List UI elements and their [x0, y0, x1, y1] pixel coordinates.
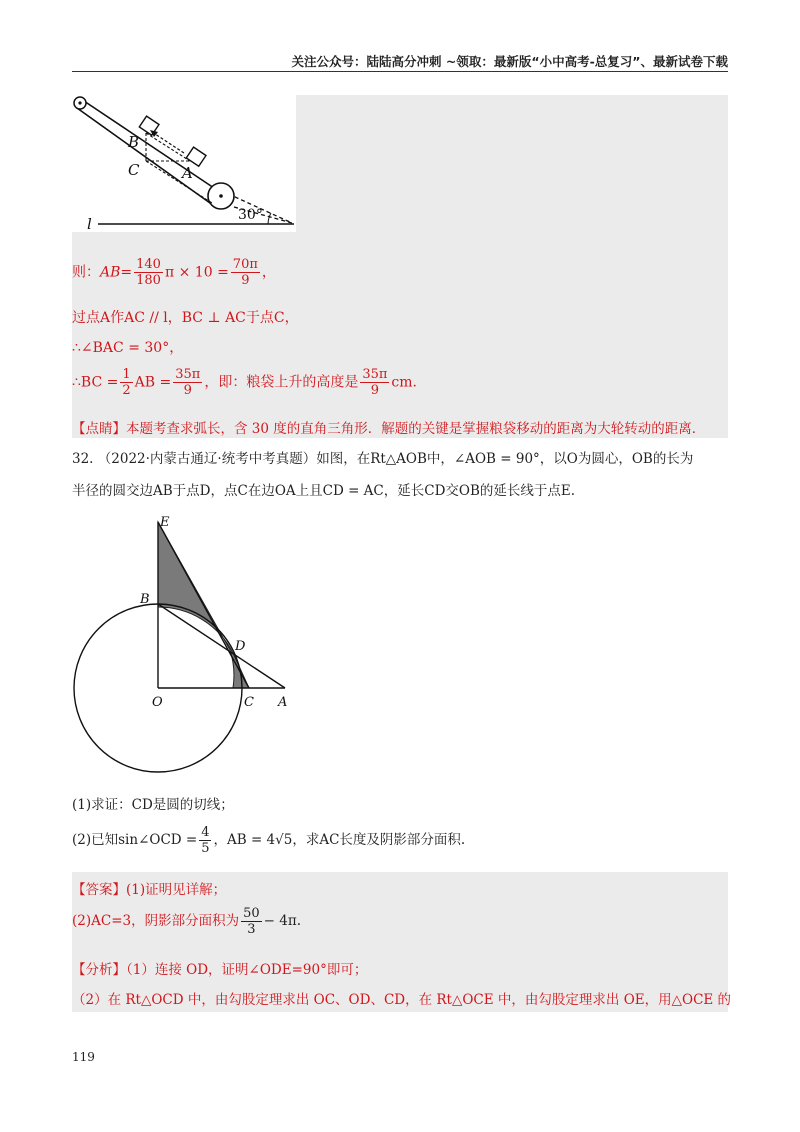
question-2: (2)已知sin∠OCD = $\frac{4}{5}$ ，AB = 4√5，求AC长度及阴影部分面积.: [72, 825, 466, 856]
page-number: 119: [72, 1050, 95, 1064]
page-header: 关注公众号：陆陆高分冲刺 ~领取：最新版“小中高考-总复习”、最新试卷下载: [291, 54, 728, 69]
label-D: D: [235, 639, 246, 654]
pulley-figure: [72, 95, 296, 232]
label-A: A: [182, 164, 193, 182]
circle-figure: [72, 510, 302, 780]
analysis-line-2: （2）在 Rt△OCD 中，由勾股定理求出 OC、OD、CD，在 Rt△OCE 中，由勾股定理求出 OE，用△OCE 的: [72, 992, 732, 1008]
label-C: C: [128, 161, 140, 179]
label-C2: C: [244, 695, 254, 710]
label-O: O: [152, 695, 163, 710]
solution-line-3: ∴∠BAC = 30°，: [72, 340, 184, 356]
solution-line-1: 则：AB= $\frac{140}{180}$ π × 10 = $\frac{70\pi}{9}$ ，: [72, 257, 276, 288]
problem-line-1: 32. （2022·内蒙古通辽·统考中考真题）如图，在Rt△AOB中，∠AOB = 90°，以O为圆心，OB的长为: [72, 451, 694, 467]
label-E: E: [160, 515, 170, 530]
question-1: (1)求证：CD是圆的切线；: [72, 797, 234, 813]
tip-line: 【点睛】本题考查求弧长，含 30 度的直角三角形．解题的关键是掌握粮袋移动的距离为大轮转动的距离．: [72, 421, 706, 437]
label-B2: B: [140, 592, 150, 607]
answer-line-2: (2)AC=3，阴影部分面积为 $\frac{50}{3}$ − 4π.: [72, 906, 302, 937]
label-A2: A: [278, 695, 288, 710]
problem-line-2: 半径的圆交边AB于点D，点C在边OA上且CD = AC，延长CD交OB的延长线于点E.: [72, 483, 576, 499]
label-angle: 30°: [238, 207, 263, 223]
answer-line-1: 【答案】(1)证明见详解；: [72, 882, 227, 898]
label-l: l: [87, 215, 92, 232]
label-B: B: [128, 133, 140, 151]
analysis-line-1: 【分析】（1）连接 OD，证明∠ODE=90°即可；: [72, 962, 368, 978]
solution-line-4: ∴BC = $\frac{1}{2}$ AB = $\frac{35\pi}{9}$ ，即：粮袋上升的高度是 $\frac{35\pi}{9}$ cm.: [72, 367, 417, 398]
header-rule: [72, 71, 728, 72]
solution-line-2: 过点A作AC // l，BC ⊥ AC于点C，: [72, 310, 299, 326]
